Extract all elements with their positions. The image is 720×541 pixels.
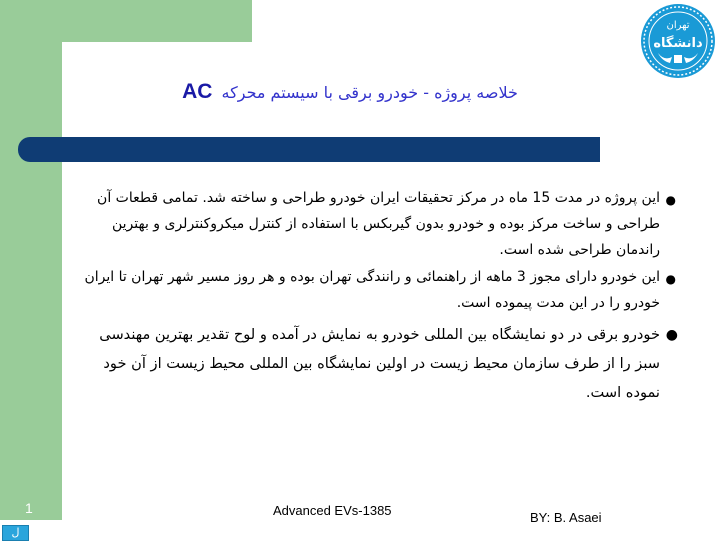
- bullet-dot: ●: [665, 327, 678, 343]
- list-item: [70, 185, 676, 263]
- footer-author: BY: B. Asaei: [530, 510, 602, 525]
- footer-course-title: Advanced EVs-1385: [273, 503, 392, 518]
- slide-title: [120, 80, 580, 104]
- bullet-text: خودرو برقی در دو نمایشگاه بین المللی خودرو به نمایش در آمده و لوح تقدیر بهترین مهندسی سبز را از طرف سازمان محیط زیست در اولین نمایشگاه بین المللی محیط زیست از آن خود نموده است.: [99, 326, 660, 401]
- list-item: [70, 320, 678, 407]
- bullet-text: این خودرو دارای مجوز 3 ماهه از راهنمائی و رانندگی تهران بوده و هر روز مسیر شهر تهران تا ایران خودرو را در این مدت پیموده است.: [84, 269, 660, 311]
- slide-number: 1: [25, 500, 33, 516]
- logo-text-main: دانشگاه: [653, 36, 703, 51]
- title-divider-bar: [18, 137, 600, 162]
- bullet-dot: ●: [665, 193, 676, 207]
- logo-text-top: تهران: [666, 20, 690, 31]
- bullet-dot: ●: [665, 272, 676, 286]
- left-green-strip: [0, 0, 62, 520]
- language-indicator-button[interactable]: ل: [2, 525, 29, 541]
- bullet-list: [70, 185, 678, 407]
- slide-title-ac: AC: [182, 80, 213, 103]
- bullet-text: این پروژه در مدت 15 ماه در مرکز تحقیقات ایران خودرو طراحی و ساخته شد. تمامی قطعات آن طراحی و ساخت مرکز بوده و خودرو بدون گیربکس با استفاده از کنترل میکروکنترلری و بهترین راندمان طراحی شده است.: [97, 190, 660, 258]
- slide-title-text: خلاصه پروژه - خودرو برقی با سیستم محرکه: [221, 83, 518, 102]
- list-item: [70, 264, 676, 316]
- top-green-band: [0, 0, 252, 42]
- university-of-tehran-seal-icon: [640, 3, 716, 79]
